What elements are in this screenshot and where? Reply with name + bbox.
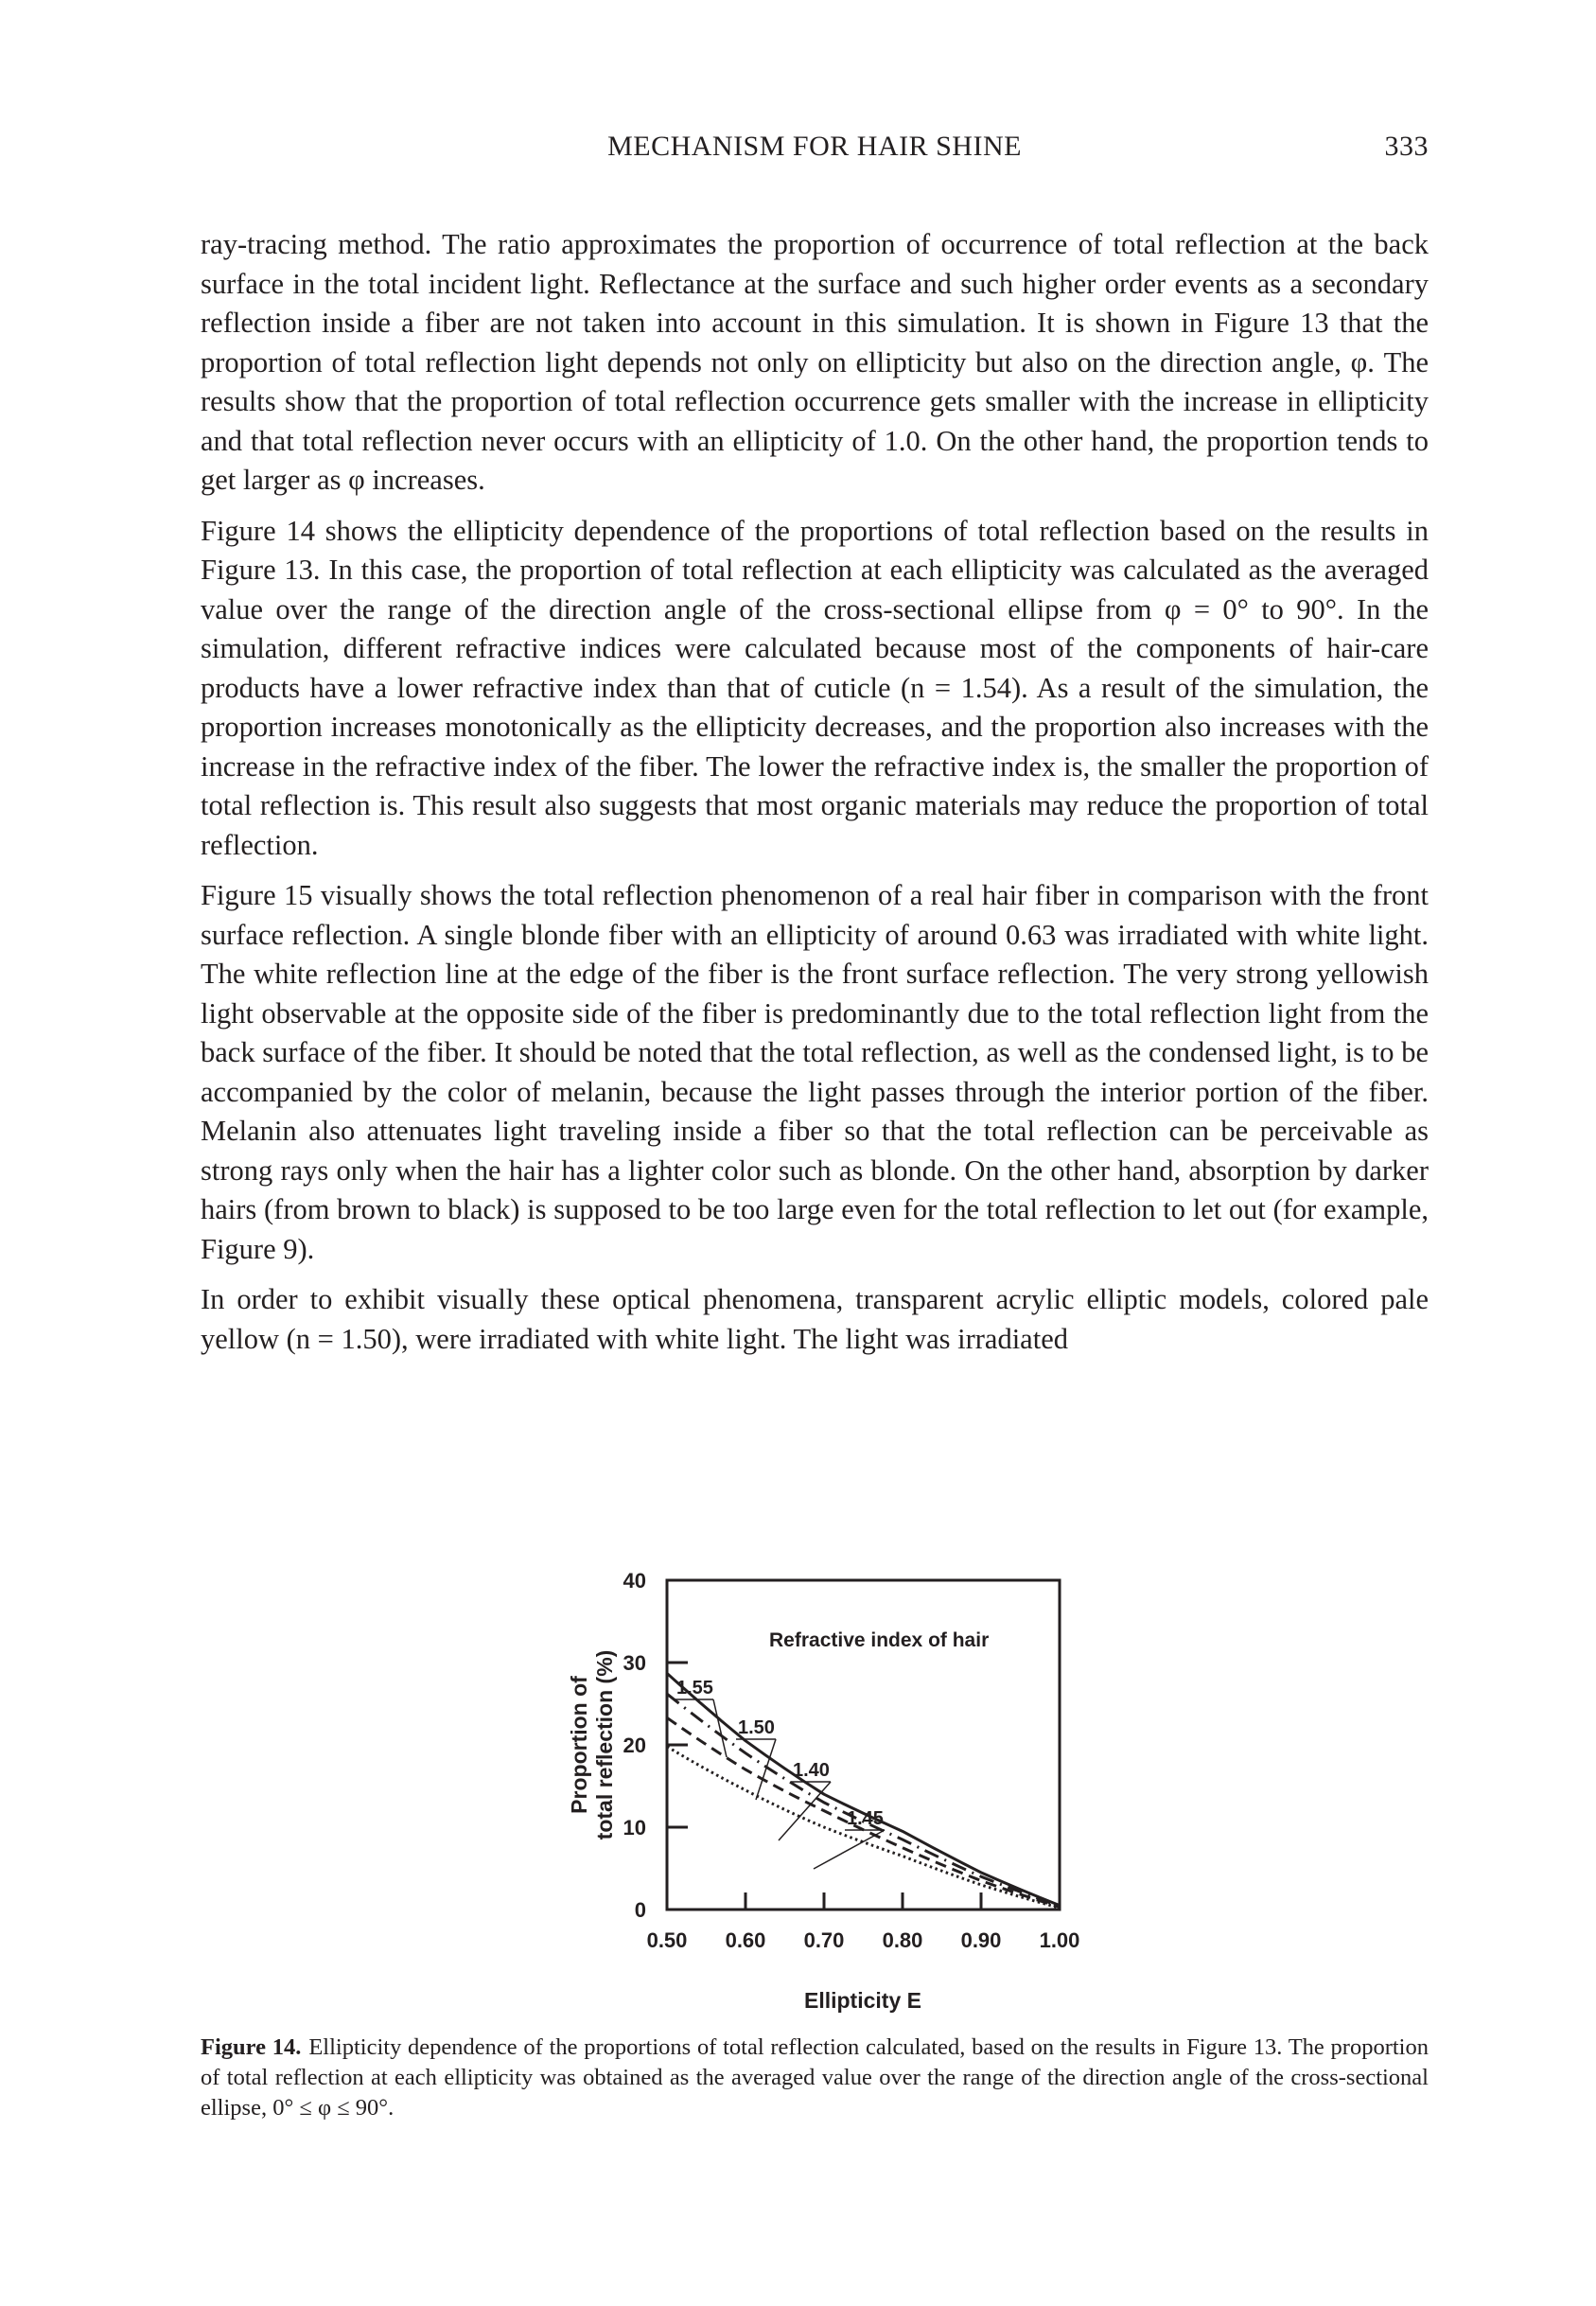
x-axis-label: Ellipticity E	[804, 1988, 921, 2013]
paragraph: Figure 14 shows the ellipticity dependence of the proportions of total reflection based on the results in Figure 13. In this case, the proportion of total reflection at each ellipticity was calculated as the averaged value over the range of the direction angle of the cross-sectional ellipse from φ = 0° to 90°. In the simulation, different refractive indices were calculated because most of the components of hair-care products have a lower refractive index than that of cuticle (n = 1.54). As a result of the simulation, the proportion increases monotonically as the ellipticity decreases, and the proportion also increases with the increase in the refractive index of the fiber. The lower the refractive index is, the smaller the proportion of total reflection is. This result also suggests that most organic materials may reduce the proportion of total reflection.	[201, 514, 1429, 861]
y-tick-label: 10	[623, 1816, 646, 1840]
figure-14-chart	[511, 1552, 1135, 2016]
y-tick-label: 30	[623, 1651, 646, 1675]
y-tick-label: 40	[623, 1569, 646, 1593]
x-tick-label: 0.60	[725, 1928, 766, 1952]
running-title: MECHANISM FOR HAIR SHINE	[607, 131, 1022, 162]
x-tick-label: 0.90	[960, 1928, 1002, 1952]
x-tick-label: 0.80	[882, 1928, 923, 1952]
line-chart	[511, 1552, 1135, 2016]
running-header	[201, 131, 1429, 168]
series-label-1.55: 1.55	[676, 1678, 713, 1699]
page-number: 333	[1384, 131, 1429, 162]
y-tick-label: 0	[634, 1898, 646, 1922]
paragraph: In order to exhibit visually these optical phenomena, transparent acrylic elliptic models, colored pale yellow (n = 1.50), were irradiated with white light. The light was irradiated	[201, 1283, 1429, 1355]
series-label-1.45: 1.45	[847, 1808, 884, 1829]
y-axis-ticks	[623, 1569, 688, 1922]
series-label-1.50: 1.50	[738, 1717, 775, 1738]
body-text	[201, 225, 1429, 1370]
x-axis-ticks	[647, 1892, 1080, 1952]
y-axis-label-line1: Proportion of	[567, 1676, 591, 1814]
paragraph: Figure 15 visually shows the total reflection phenomenon of a real hair fiber in comparison with the front surface reflection. A single blonde fiber with an ellipticity of around 0.63 was irradiated with white light. The white reflection line at the edge of the fiber is the front surface reflection. The very strong yellowish light observable at the opposite side of the fiber is predominantly due to the total reflection light from the back surface of the fiber. It should be noted that the total reflection, as well as the condensed light, is to be accompanied by the color of melanin, because the light passes through the interior portion of the fiber. Melanin also attenuates light traveling inside a fiber so that the total reflection can be perceivable as strong rays only when the hair has a lighter color such as blonde. On the other hand, absorption by darker hairs (from brown to black) is supposed to be too large even for the total reflection to let out (for example, Figure 9).	[201, 879, 1429, 1265]
paragraph: ray-tracing method. The ratio approximates the proportion of occurrence of total reflection at the back surface in the total incident light. Reflectance at the surface and such higher order events as a secondary reflection inside a fiber are not taken into account in this simulation. It is shown in Figure 13 that the proportion of total reflection light depends not only on ellipticity but also on the direction angle, φ. The results show that the proportion of total reflection occurrence gets smaller with the increase in ellipticity and that total reflection never occurs with an ellipticity of 1.0. On the other hand, the proportion tends to get larger as φ increases.	[201, 228, 1429, 496]
series-lines	[667, 1673, 1060, 1908]
figure-label: Figure 14.	[201, 2034, 302, 2060]
x-tick-label: 1.00	[1039, 1928, 1080, 1952]
series-line-1.55	[667, 1673, 1060, 1905]
legend-title: Refractive index of hair	[769, 1629, 990, 1651]
caption-text: Ellipticity dependence of the proportions of total reflection calculated, based on the results in Figure 13. The proportion of total reflection at each ellipticity was obtained as the averaged value over the range of the direction angle of the cross-sectional ellipse, 0° ≤ φ ≤ 90°.	[201, 2034, 1429, 2121]
figure-caption	[201, 2033, 1429, 2123]
y-tick-label: 20	[623, 1734, 646, 1757]
y-axis-label	[567, 1650, 617, 1840]
series-label-1.40: 1.40	[793, 1760, 830, 1781]
x-tick-label: 0.70	[803, 1928, 845, 1952]
y-axis-label-line2: total reflection (%)	[592, 1649, 617, 1840]
x-tick-label: 0.50	[646, 1928, 688, 1952]
